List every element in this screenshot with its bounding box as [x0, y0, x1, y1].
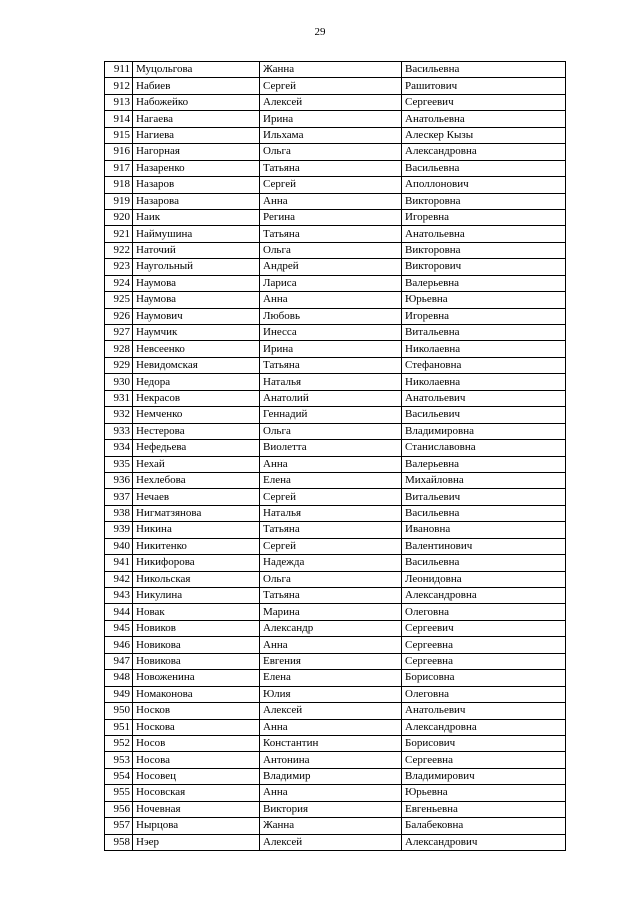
row-number-cell: 922	[105, 242, 133, 258]
last-name-cell: Никольская	[133, 571, 260, 587]
last-name-cell: Наугольный	[133, 259, 260, 275]
patronymic-cell: Анатольевна	[402, 111, 566, 127]
patronymic-cell: Олеговна	[402, 686, 566, 702]
last-name-cell: Ночевная	[133, 801, 260, 817]
patronymic-cell: Аполлонович	[402, 177, 566, 193]
row-number-cell: 912	[105, 78, 133, 94]
table-row	[105, 407, 566, 423]
row-number-cell: 939	[105, 522, 133, 538]
table-row	[105, 768, 566, 784]
table-row	[105, 604, 566, 620]
table-row	[105, 801, 566, 817]
last-name-cell: Новикова	[133, 637, 260, 653]
patronymic-cell: Александровна	[402, 719, 566, 735]
table-row	[105, 127, 566, 143]
patronymic-cell: Викторович	[402, 259, 566, 275]
patronymic-cell: Александровна	[402, 588, 566, 604]
page-number: 29	[314, 26, 326, 38]
first-name-cell: Сергей	[260, 78, 402, 94]
patronymic-cell: Борисовна	[402, 670, 566, 686]
first-name-cell: Сергей	[260, 177, 402, 193]
first-name-cell: Анна	[260, 193, 402, 209]
row-number-cell: 926	[105, 308, 133, 324]
first-name-cell: Анатолий	[260, 390, 402, 406]
first-name-cell: Сергей	[260, 489, 402, 505]
table-row	[105, 670, 566, 686]
patronymic-cell: Васильевна	[402, 505, 566, 521]
first-name-cell: Анна	[260, 637, 402, 653]
first-name-cell: Татьяна	[260, 226, 402, 242]
patronymic-cell: Рашитович	[402, 78, 566, 94]
table-row	[105, 144, 566, 160]
patronymic-cell: Сергеевна	[402, 752, 566, 768]
row-number-cell: 948	[105, 670, 133, 686]
first-name-cell: Ольга	[260, 242, 402, 258]
table-row	[105, 242, 566, 258]
table-row	[105, 160, 566, 176]
first-name-cell: Ольга	[260, 571, 402, 587]
row-number-cell: 955	[105, 785, 133, 801]
patronymic-cell: Витальевич	[402, 489, 566, 505]
row-number-cell: 935	[105, 456, 133, 472]
patronymic-cell: Валерьевна	[402, 456, 566, 472]
row-number-cell: 925	[105, 292, 133, 308]
last-name-cell: Наик	[133, 209, 260, 225]
table-row	[105, 275, 566, 291]
patronymic-cell: Анатольевна	[402, 226, 566, 242]
last-name-cell: Нагаева	[133, 111, 260, 127]
row-number-cell: 952	[105, 735, 133, 751]
row-number-cell: 954	[105, 768, 133, 784]
table-row	[105, 818, 566, 834]
last-name-cell: Наумчик	[133, 325, 260, 341]
first-name-cell: Татьяна	[260, 588, 402, 604]
last-name-cell: Набиев	[133, 78, 260, 94]
last-name-cell: Нагорная	[133, 144, 260, 160]
first-name-cell: Анна	[260, 785, 402, 801]
row-number-cell: 947	[105, 653, 133, 669]
patronymic-cell: Леонидовна	[402, 571, 566, 587]
row-number-cell: 913	[105, 94, 133, 110]
last-name-cell: Нырцова	[133, 818, 260, 834]
last-name-cell: Носова	[133, 752, 260, 768]
row-number-cell: 949	[105, 686, 133, 702]
first-name-cell: Лариса	[260, 275, 402, 291]
first-name-cell: Инесса	[260, 325, 402, 341]
row-number-cell: 923	[105, 259, 133, 275]
last-name-cell: Назаренко	[133, 160, 260, 176]
first-name-cell: Александр	[260, 620, 402, 636]
row-number-cell: 940	[105, 538, 133, 554]
table-row	[105, 94, 566, 110]
patronymic-cell: Александрович	[402, 834, 566, 850]
patronymic-cell: Юрьевна	[402, 785, 566, 801]
last-name-cell: Нигматзянова	[133, 505, 260, 521]
row-number-cell: 927	[105, 325, 133, 341]
row-number-cell: 928	[105, 341, 133, 357]
row-number-cell: 957	[105, 818, 133, 834]
last-name-cell: Набожейко	[133, 94, 260, 110]
first-name-cell: Татьяна	[260, 357, 402, 373]
table-row	[105, 719, 566, 735]
first-name-cell: Ольга	[260, 423, 402, 439]
patronymic-cell: Алескер Кызы	[402, 127, 566, 143]
patronymic-cell: Валентинович	[402, 538, 566, 554]
row-number-cell: 942	[105, 571, 133, 587]
patronymic-cell: Ивановна	[402, 522, 566, 538]
last-name-cell: Невидомская	[133, 357, 260, 373]
patronymic-cell: Игоревна	[402, 209, 566, 225]
row-number-cell: 946	[105, 637, 133, 653]
last-name-cell: Новиков	[133, 620, 260, 636]
table-row	[105, 588, 566, 604]
patronymic-cell: Анатольевич	[402, 390, 566, 406]
table-row	[105, 752, 566, 768]
first-name-cell: Сергей	[260, 538, 402, 554]
last-name-cell: Наумова	[133, 292, 260, 308]
first-name-cell: Константин	[260, 735, 402, 751]
row-number-cell: 920	[105, 209, 133, 225]
row-number-cell: 951	[105, 719, 133, 735]
row-number-cell: 956	[105, 801, 133, 817]
table-row	[105, 785, 566, 801]
first-name-cell: Андрей	[260, 259, 402, 275]
first-name-cell: Марина	[260, 604, 402, 620]
row-number-cell: 950	[105, 703, 133, 719]
patronymic-cell: Евгеньевна	[402, 801, 566, 817]
patronymic-cell: Васильевна	[402, 160, 566, 176]
row-number-cell: 941	[105, 555, 133, 571]
table-row	[105, 735, 566, 751]
last-name-cell: Новикова	[133, 653, 260, 669]
table-row	[105, 357, 566, 373]
last-name-cell: Нехлебова	[133, 472, 260, 488]
last-name-cell: Новак	[133, 604, 260, 620]
row-number-cell: 911	[105, 62, 133, 78]
patronymic-cell: Викторовна	[402, 242, 566, 258]
row-number-cell: 936	[105, 472, 133, 488]
first-name-cell: Виолетта	[260, 440, 402, 456]
first-name-cell: Ильхама	[260, 127, 402, 143]
first-name-cell: Наталья	[260, 505, 402, 521]
patronymic-cell: Борисович	[402, 735, 566, 751]
patronymic-cell: Станиславовна	[402, 440, 566, 456]
first-name-cell: Татьяна	[260, 160, 402, 176]
table-row	[105, 111, 566, 127]
patronymic-cell: Николаевна	[402, 374, 566, 390]
table-row	[105, 686, 566, 702]
patronymic-cell: Михайловна	[402, 472, 566, 488]
patronymic-cell: Олеговна	[402, 604, 566, 620]
table-row	[105, 226, 566, 242]
table-row	[105, 456, 566, 472]
table-row	[105, 505, 566, 521]
row-number-cell: 958	[105, 834, 133, 850]
row-number-cell: 921	[105, 226, 133, 242]
table-row	[105, 292, 566, 308]
patronymic-cell: Юрьевна	[402, 292, 566, 308]
table-row	[105, 703, 566, 719]
last-name-cell: Носовская	[133, 785, 260, 801]
row-number-cell: 945	[105, 620, 133, 636]
patronymic-cell: Викторовна	[402, 193, 566, 209]
row-number-cell: 924	[105, 275, 133, 291]
first-name-cell: Ирина	[260, 341, 402, 357]
table-row	[105, 489, 566, 505]
last-name-cell: Нефедьева	[133, 440, 260, 456]
last-name-cell: Никифорова	[133, 555, 260, 571]
patronymic-cell: Васильевич	[402, 407, 566, 423]
table-row	[105, 834, 566, 850]
row-number-cell: 918	[105, 177, 133, 193]
row-number-cell: 929	[105, 357, 133, 373]
last-name-cell: Носовец	[133, 768, 260, 784]
last-name-cell: Немченко	[133, 407, 260, 423]
last-name-cell: Никитенко	[133, 538, 260, 554]
row-number-cell: 933	[105, 423, 133, 439]
last-name-cell: Носов	[133, 735, 260, 751]
patronymic-cell: Балабековна	[402, 818, 566, 834]
last-name-cell: Наумович	[133, 308, 260, 324]
table-row	[105, 620, 566, 636]
last-name-cell: Нечаев	[133, 489, 260, 505]
last-name-cell: Наточий	[133, 242, 260, 258]
table-row	[105, 472, 566, 488]
table-row	[105, 193, 566, 209]
first-name-cell: Геннадий	[260, 407, 402, 423]
patronymic-cell: Игоревна	[402, 308, 566, 324]
patronymic-cell: Владимирович	[402, 768, 566, 784]
patronymic-cell: Сергеевна	[402, 653, 566, 669]
row-number-cell: 944	[105, 604, 133, 620]
last-name-cell: Нэер	[133, 834, 260, 850]
name-list-body	[105, 62, 566, 851]
patronymic-cell: Николаевна	[402, 341, 566, 357]
last-name-cell: Недора	[133, 374, 260, 390]
last-name-cell: Никулина	[133, 588, 260, 604]
first-name-cell: Алексей	[260, 94, 402, 110]
row-number-cell: 937	[105, 489, 133, 505]
table-row	[105, 653, 566, 669]
first-name-cell: Анна	[260, 719, 402, 735]
first-name-cell: Жанна	[260, 62, 402, 78]
first-name-cell: Надежда	[260, 555, 402, 571]
table-row	[105, 374, 566, 390]
table-row	[105, 440, 566, 456]
patronymic-cell: Сергеевич	[402, 620, 566, 636]
table-row	[105, 390, 566, 406]
last-name-cell: Нестерова	[133, 423, 260, 439]
first-name-cell: Антонина	[260, 752, 402, 768]
table-row	[105, 555, 566, 571]
patronymic-cell: Анатольевич	[402, 703, 566, 719]
first-name-cell: Юлия	[260, 686, 402, 702]
last-name-cell: Назаров	[133, 177, 260, 193]
first-name-cell: Наталья	[260, 374, 402, 390]
table-row	[105, 571, 566, 587]
table-row	[105, 259, 566, 275]
table-row	[105, 423, 566, 439]
patronymic-cell: Владимировна	[402, 423, 566, 439]
first-name-cell: Любовь	[260, 308, 402, 324]
first-name-cell: Ольга	[260, 144, 402, 160]
first-name-cell: Алексей	[260, 834, 402, 850]
row-number-cell: 914	[105, 111, 133, 127]
last-name-cell: Номаконова	[133, 686, 260, 702]
first-name-cell: Алексей	[260, 703, 402, 719]
table-row	[105, 177, 566, 193]
row-number-cell: 930	[105, 374, 133, 390]
first-name-cell: Владимир	[260, 768, 402, 784]
table-row	[105, 538, 566, 554]
row-number-cell: 943	[105, 588, 133, 604]
last-name-cell: Наумова	[133, 275, 260, 291]
last-name-cell: Носков	[133, 703, 260, 719]
first-name-cell: Регина	[260, 209, 402, 225]
first-name-cell: Анна	[260, 292, 402, 308]
first-name-cell: Ирина	[260, 111, 402, 127]
row-number-cell: 938	[105, 505, 133, 521]
first-name-cell: Татьяна	[260, 522, 402, 538]
row-number-cell: 934	[105, 440, 133, 456]
first-name-cell: Елена	[260, 472, 402, 488]
first-name-cell: Анна	[260, 456, 402, 472]
last-name-cell: Муцольгова	[133, 62, 260, 78]
row-number-cell: 919	[105, 193, 133, 209]
table-row	[105, 325, 566, 341]
first-name-cell: Евгения	[260, 653, 402, 669]
last-name-cell: Никина	[133, 522, 260, 538]
patronymic-cell: Васильевна	[402, 62, 566, 78]
patronymic-cell: Валерьевна	[402, 275, 566, 291]
patronymic-cell: Сергеевич	[402, 94, 566, 110]
table-row	[105, 522, 566, 538]
first-name-cell: Жанна	[260, 818, 402, 834]
table-row	[105, 78, 566, 94]
first-name-cell: Виктория	[260, 801, 402, 817]
last-name-cell: Некрасов	[133, 390, 260, 406]
last-name-cell: Невсеенко	[133, 341, 260, 357]
row-number-cell: 917	[105, 160, 133, 176]
row-number-cell: 953	[105, 752, 133, 768]
row-number-cell: 915	[105, 127, 133, 143]
table-row	[105, 62, 566, 78]
first-name-cell: Елена	[260, 670, 402, 686]
row-number-cell: 931	[105, 390, 133, 406]
last-name-cell: Наймушина	[133, 226, 260, 242]
table-row	[105, 341, 566, 357]
table-row	[105, 637, 566, 653]
last-name-cell: Нагиева	[133, 127, 260, 143]
last-name-cell: Носкова	[133, 719, 260, 735]
table-row	[105, 209, 566, 225]
patronymic-cell: Витальевна	[402, 325, 566, 341]
last-name-cell: Нехай	[133, 456, 260, 472]
patronymic-cell: Стефановна	[402, 357, 566, 373]
name-list-table	[104, 61, 566, 851]
last-name-cell: Новоженина	[133, 670, 260, 686]
patronymic-cell: Александровна	[402, 144, 566, 160]
patronymic-cell: Сергеевна	[402, 637, 566, 653]
row-number-cell: 916	[105, 144, 133, 160]
row-number-cell: 932	[105, 407, 133, 423]
last-name-cell: Назарова	[133, 193, 260, 209]
table-row	[105, 308, 566, 324]
patronymic-cell: Васильевна	[402, 555, 566, 571]
